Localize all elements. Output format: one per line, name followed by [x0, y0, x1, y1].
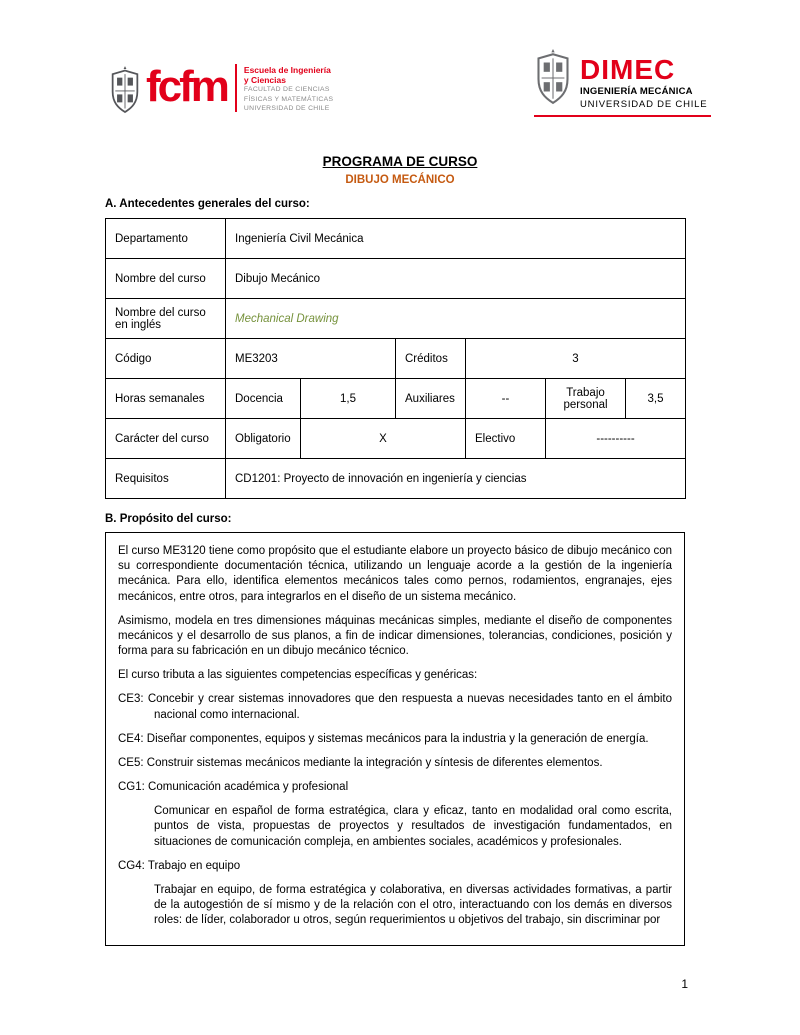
departamento-value: Ingeniería Civil Mecánica	[226, 219, 686, 259]
competency-label: CE5:	[118, 756, 144, 769]
table-row-caracter	[106, 419, 686, 459]
nombre-ingles-value: Mechanical Drawing	[226, 299, 686, 339]
course-purpose-box	[105, 532, 685, 946]
fcfm-logo-text	[244, 62, 333, 114]
creditos-value: 3	[466, 339, 686, 379]
trabajo-personal-value: 3,5	[626, 379, 686, 419]
departamento-label: Departamento	[106, 219, 226, 259]
purpose-paragraph: El curso tributa a las siguientes competencias específicas y genéricas:	[118, 669, 478, 682]
uchile-shield-icon	[534, 48, 572, 106]
course-name-subtitle: DIBUJO MECÁNICO	[345, 174, 455, 186]
table-row-requisitos	[106, 459, 686, 499]
docencia-value: 1,5	[301, 379, 396, 419]
competency-cg1	[118, 780, 672, 795]
codigo-label: Código	[106, 339, 226, 379]
caracter-curso-label: Carácter del curso	[106, 419, 226, 459]
nombre-ingles-label: Nombre del curso en inglés	[106, 299, 226, 339]
docencia-label: Docencia	[226, 379, 301, 419]
dimec-logotype: DIMEC	[580, 54, 676, 85]
school-name-line: Escuela de Ingeniería	[243, 65, 331, 75]
competency-ce4	[118, 732, 672, 747]
competency-text: Diseñar componentes, equipos y sistemas mecánicos para la industria y la generación de energía.	[146, 732, 649, 745]
title-block	[0, 154, 800, 186]
nombre-curso-value: Dibujo Mecánico	[226, 259, 686, 299]
section-b-heading: B. Propósito del curso:	[105, 513, 232, 525]
fcfm-logotype: fcfm	[146, 62, 227, 111]
logo-divider	[235, 64, 237, 112]
dimec-logo	[534, 48, 711, 117]
faculty-name-line: FACULTAD DE CIENCIAS	[243, 86, 330, 93]
fcfm-logo	[110, 62, 333, 116]
auxiliares-label: Auxiliares	[396, 379, 466, 419]
nombre-curso-label: Nombre del curso	[106, 259, 226, 299]
school-name-line: y Ciencias	[243, 75, 286, 85]
horas-semanales-label: Horas semanales	[106, 379, 226, 419]
table-row-departamento	[106, 219, 686, 259]
obligatorio-value: X	[301, 419, 466, 459]
competency-ce3	[118, 692, 672, 722]
competency-cg1-detail: Comunicar en español de forma estratégica, clara y eficaz, tanto en modalidad oral como escrita, puntos de vista, propuestas de proyectos y resultados de investigación fundamentados, en situaciones de comunicación compleja, en ambientes sociales, académicos y profesionales.	[154, 805, 672, 848]
requisitos-label: Requisitos	[106, 459, 226, 499]
competency-label: CG4:	[118, 859, 145, 872]
course-info-table	[105, 218, 686, 499]
purpose-paragraph: Asimismo, modela en tres dimensiones máquinas mecánicas simples, mediante el diseño de componentes mecánicos y el desarrollo de sus planos, a fin de indicar dimensiones, tolerancias, condiciones, posición y forma para su fabricación en un dibujo mecánico técnico.	[118, 614, 672, 658]
page-header	[0, 0, 800, 138]
table-row-nombre	[106, 259, 686, 299]
auxiliares-value: --	[466, 379, 546, 419]
competency-text: Construir sistemas mecánicos mediante la integración y síntesis de diferentes elementos.	[146, 756, 603, 769]
section-a-heading: A. Antecedentes generales del curso:	[105, 198, 310, 210]
dimec-university-line: UNIVERSIDAD DE CHILE	[580, 99, 708, 110]
faculty-name-line: UNIVERSIDAD DE CHILE	[243, 105, 330, 112]
competency-label: CG1:	[118, 781, 145, 794]
obligatorio-label: Obligatorio	[226, 419, 301, 459]
competency-text: Concebir y crear sistemas innovadores que den respuesta a nuevas necesidades tanto en el ámbito nacional como internacional.	[147, 693, 672, 721]
table-row-horas	[106, 379, 686, 419]
dimec-department-line: INGENIERÍA MECÁNICA	[580, 86, 693, 97]
page-title: PROGRAMA DE CURSO	[322, 154, 478, 169]
table-row-nombre-ingles	[106, 299, 686, 339]
competency-text: Comunicación académica y profesional	[148, 781, 349, 794]
competency-cg4-detail: Trabajar en equipo, de forma estratégica y colaborativa, en diversas actividades formativas, a partir de la autogestión de sí mismo y de la relación con el otro, interactuando con los demás en diversos roles: de líder, colaborador u otros, según requerimientos u objetivos del trabajo, sin discriminar por	[154, 883, 672, 927]
competency-cg4	[118, 859, 672, 874]
creditos-label: Créditos	[396, 339, 466, 379]
trabajo-personal-label: Trabajo personal	[546, 379, 626, 419]
competency-label: CE3:	[118, 693, 144, 706]
faculty-name-line: FÍSICAS Y MATEMÁTICAS	[243, 95, 334, 103]
table-row-codigo	[106, 339, 686, 379]
competency-text: Trabajo en equipo	[147, 859, 241, 872]
competency-ce5	[118, 756, 672, 771]
page-number: 1	[681, 977, 688, 991]
electivo-value: ----------	[546, 419, 686, 459]
codigo-value: ME3203	[226, 339, 396, 379]
purpose-paragraph: El curso ME3120 tiene como propósito que el estudiante elabore un proyecto básico de dibujo mecánico con su correspondiente documentación técnica, utilizando un lenguaje acorde a la gestión de la ingeniería mecánica. Para ello, identifica elementos mecánicos tales como pernos, rodamientos, engranajes, ejes mecánicos, entre otros, para integrarlos en el diseño de un sistema mecánico.	[118, 545, 672, 603]
electivo-label: Electivo	[466, 419, 546, 459]
requisitos-value: CD1201: Proyecto de innovación en ingeniería y ciencias	[226, 459, 686, 499]
competency-label: CE4:	[118, 732, 144, 745]
dimec-logo-text	[580, 48, 707, 110]
uchile-shield-icon	[110, 64, 140, 116]
